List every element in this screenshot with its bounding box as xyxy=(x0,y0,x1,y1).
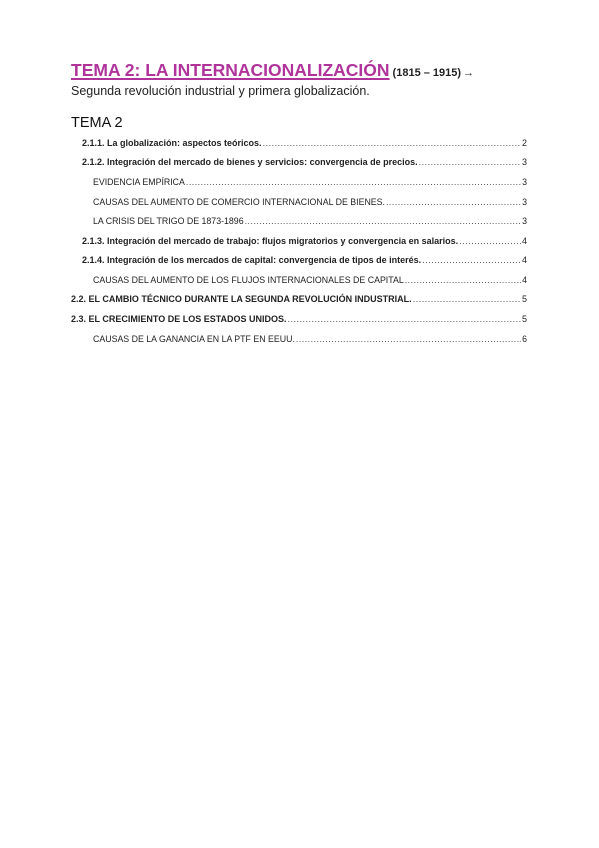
toc-entry[interactable] xyxy=(82,234,527,248)
toc-entry-title: 2.2. EL CAMBIO TÉCNICO DURANTE LA SEGUNDA REVOLUCIÓN INDUSTRIAL. xyxy=(71,294,412,304)
document-subtitle: Segunda revolución industrial y primera globalización. xyxy=(71,84,370,98)
toc-leader-dots xyxy=(186,175,521,189)
toc-leader-dots xyxy=(413,292,521,306)
toc-entry[interactable] xyxy=(93,273,527,287)
toc-entry[interactable] xyxy=(71,312,527,326)
document-title: TEMA 2: LA INTERNACIONALIZACIÓN xyxy=(71,60,390,80)
toc-entry[interactable] xyxy=(93,195,527,209)
toc-leader-dots xyxy=(288,312,521,326)
title-dates: (1815 – 1915) xyxy=(392,67,462,79)
toc-page-number: 5 xyxy=(521,294,527,304)
toc-page-number: 3 xyxy=(521,157,527,167)
toc-entry[interactable] xyxy=(82,136,527,150)
toc-page-number: 3 xyxy=(522,216,527,226)
toc-page-number: 6 xyxy=(522,334,527,344)
toc-leader-dots xyxy=(263,136,521,150)
toc-entry-title: CAUSAS DEL AUMENTO DE COMERCIO INTERNACIONAL DE BIENES. xyxy=(93,197,385,207)
toc-page-number: 4 xyxy=(521,255,527,265)
toc-entry[interactable] xyxy=(93,332,527,346)
toc-page-number: 3 xyxy=(522,197,527,207)
toc-leader-dots xyxy=(422,253,521,267)
toc-entry-title: 2.1.1. La globalización: aspectos teóricos. xyxy=(82,138,262,148)
toc-entry-title: 2.1.2. Integración del mercado de bienes y servicios: convergencia de precios. xyxy=(82,157,418,167)
toc-page-number: 2 xyxy=(521,138,527,148)
toc-entry[interactable] xyxy=(71,292,527,306)
toc-entry-title: EVIDENCIA EMPÍRICA xyxy=(93,177,185,187)
toc-entry-title: 2.1.4. Integración de los mercados de capital: convergencia de tipos de interés. xyxy=(82,255,422,265)
toc-page-number: 3 xyxy=(522,177,527,187)
toc-heading: TEMA 2 xyxy=(71,115,123,131)
toc-leader-dots xyxy=(245,214,521,228)
arrow-icon: → xyxy=(463,67,475,79)
toc-entry-title: 2.3. EL CRECIMIENTO DE LOS ESTADOS UNIDOS. xyxy=(71,314,287,324)
toc-leader-dots xyxy=(386,195,521,209)
toc-page-number: 4 xyxy=(522,275,527,285)
toc-entry-title: LA CRISIS DEL TRIGO DE 1873-1896 xyxy=(93,216,244,226)
toc-leader-dots xyxy=(296,332,521,346)
toc-entry-title: CAUSAS DE LA GANANCIA EN LA PTF EN EEUU. xyxy=(93,334,295,344)
toc-entry[interactable] xyxy=(82,155,527,169)
title-line xyxy=(71,59,474,84)
toc-leader-dots xyxy=(419,155,521,169)
toc-entry-title: 2.1.3. Integración del mercado de trabajo: flujos migratorios y convergencia en salarios. xyxy=(82,236,459,246)
toc-entry[interactable] xyxy=(93,214,527,228)
toc-leader-dots xyxy=(459,234,521,248)
toc-entry-title: CAUSAS DEL AUMENTO DE LOS FLUJOS INTERNACIONALES DE CAPITAL xyxy=(93,275,404,285)
toc-entry[interactable] xyxy=(82,253,527,267)
toc-page-number: 4 xyxy=(521,236,527,246)
toc-entry[interactable] xyxy=(93,175,527,189)
toc-leader-dots xyxy=(405,273,521,287)
toc-page-number: 5 xyxy=(521,314,527,324)
